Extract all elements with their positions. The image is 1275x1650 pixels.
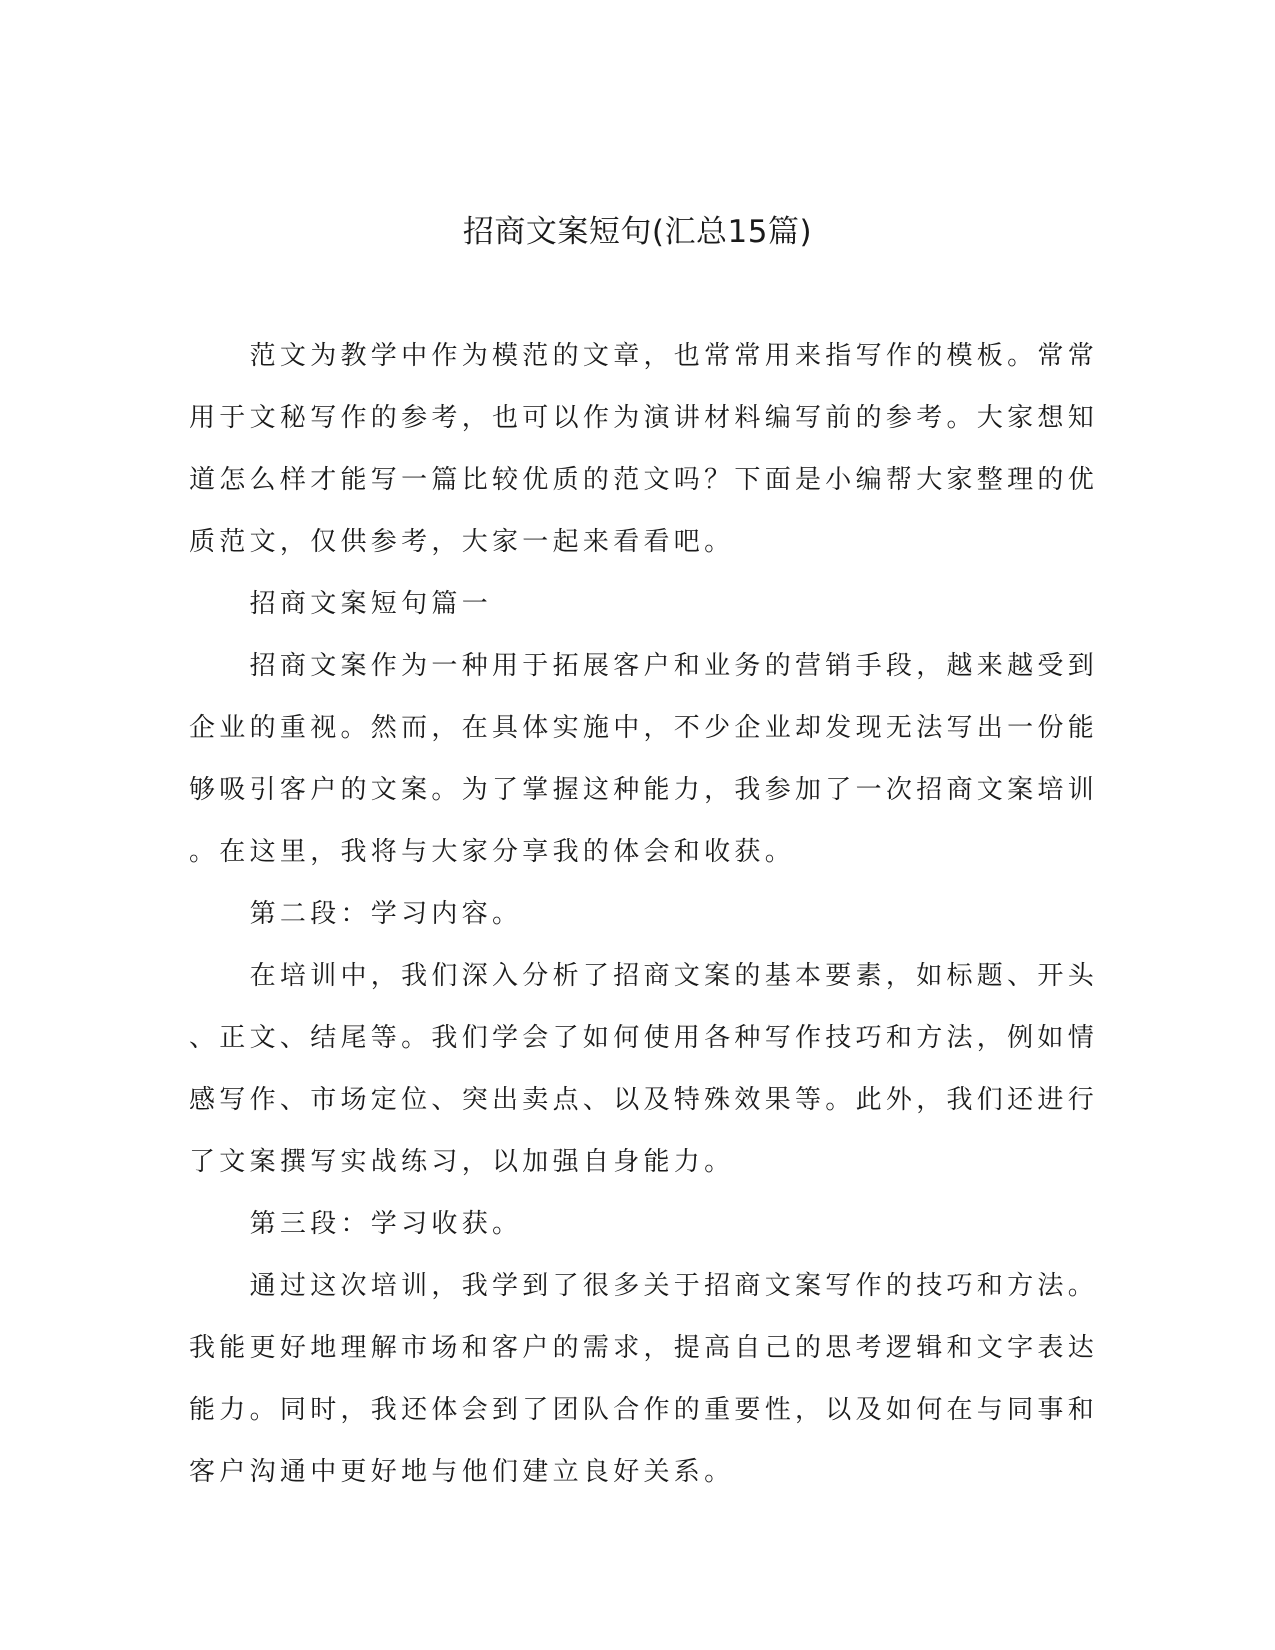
section-heading: 招商文案短句篇一 <box>189 589 493 619</box>
document-title: 招商文案短句(汇总15篇) <box>462 214 813 250</box>
text-line: 招商文案作为一种用于拓展客户和业务的营销手段，越来越受到 <box>189 651 1099 681</box>
text-line: 感写作、市场定位、突出卖点、以及特殊效果等。此外，我们还进行 <box>189 1085 1099 1115</box>
text-line: 能力。同时，我还体会到了团队合作的重要性，以及如何在与同事和 <box>189 1395 1099 1425</box>
text-line: 通过这次培训，我学到了很多关于招商文案写作的技巧和方法。 <box>189 1271 1099 1301</box>
text-line: 够吸引客户的文案。为了掌握这种能力，我参加了一次招商文案培训 <box>189 775 1099 805</box>
text-line: 了文案撰写实战练习，以加强自身能力。 <box>189 1147 735 1177</box>
document-body <box>189 325 1099 1503</box>
section-heading: 第三段：学习收获。 <box>189 1209 523 1239</box>
text-line: 道怎么样才能写一篇比较优质的范文吗？下面是小编帮大家整理的优 <box>189 465 1099 495</box>
text-line: 用于文秘写作的参考，也可以作为演讲材料编写前的参考。大家想知 <box>189 403 1099 433</box>
section-heading: 第二段：学习内容。 <box>189 899 523 929</box>
text-line: 企业的重视。然而，在具体实施中，不少企业却发现无法写出一份能 <box>189 713 1099 743</box>
text-line: 、正文、结尾等。我们学会了如何使用各种写作技巧和方法，例如情 <box>189 1023 1099 1053</box>
text-line: 我能更好地理解市场和客户的需求，提高自己的思考逻辑和文字表达 <box>189 1333 1099 1363</box>
text-line: 在培训中，我们深入分析了招商文案的基本要素，如标题、开头 <box>189 961 1099 991</box>
text-line: 范文为教学中作为模范的文章，也常常用来指写作的模板。常常 <box>189 341 1099 371</box>
text-line: 。在这里，我将与大家分享我的体会和收获。 <box>189 837 796 867</box>
text-line: 质范文，仅供参考，大家一起来看看吧。 <box>189 527 735 557</box>
text-line: 客户沟通中更好地与他们建立良好关系。 <box>189 1457 735 1487</box>
